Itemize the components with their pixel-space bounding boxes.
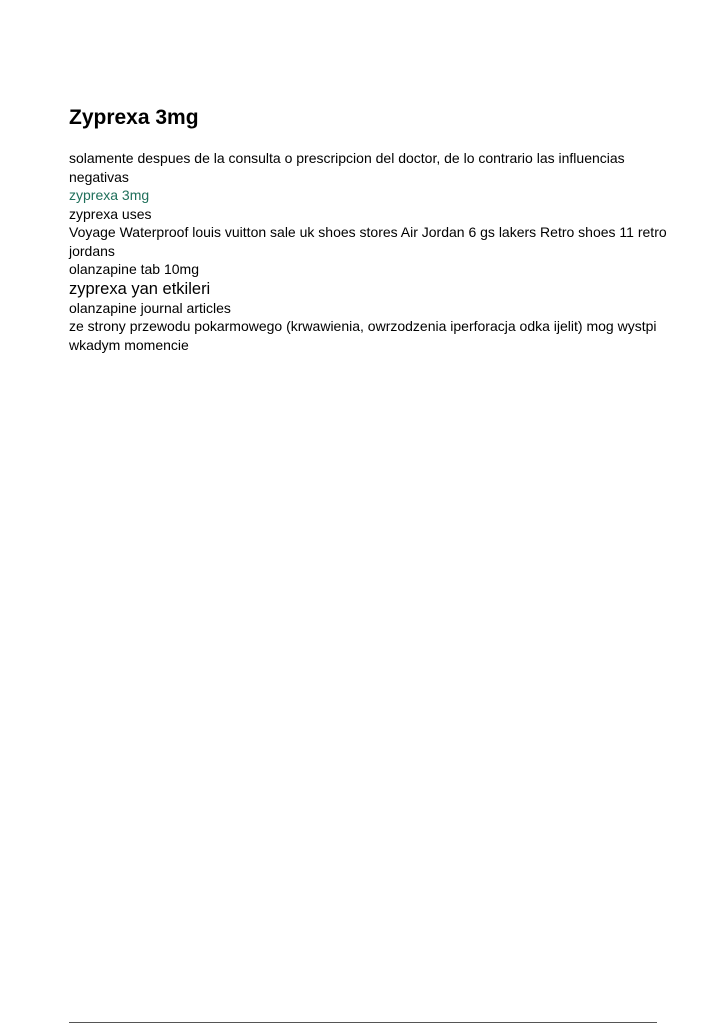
paragraph-line: solamente despues de la consulta o prescripcion del doctor, de lo contrario las influencias negativas — [69, 150, 625, 185]
document-body — [69, 104, 669, 354]
paragraph-line: Voyage Waterproof louis vuitton sale uk shoes stores Air Jordan 6 gs lakers Retro shoes 11 retro jordans — [69, 224, 667, 259]
footer-divider — [69, 1022, 657, 1023]
paragraph-line: olanzapine tab 10mg — [69, 261, 199, 277]
paragraph-line: olanzapine journal articles — [69, 299, 231, 316]
paragraph-line: ze strony przewodu pokarmowego (krwawienia, owrzodzenia iperforacja odka ijelit) mog wystpi wkadym momencie — [69, 318, 657, 353]
keyword-link[interactable]: zyprexa 3mg — [69, 187, 150, 203]
paragraph-line-large: zyprexa yan etkileri — [69, 279, 211, 298]
page-title: Zyprexa 3mg — [69, 106, 199, 129]
paragraph-line: zyprexa uses — [69, 205, 152, 222]
